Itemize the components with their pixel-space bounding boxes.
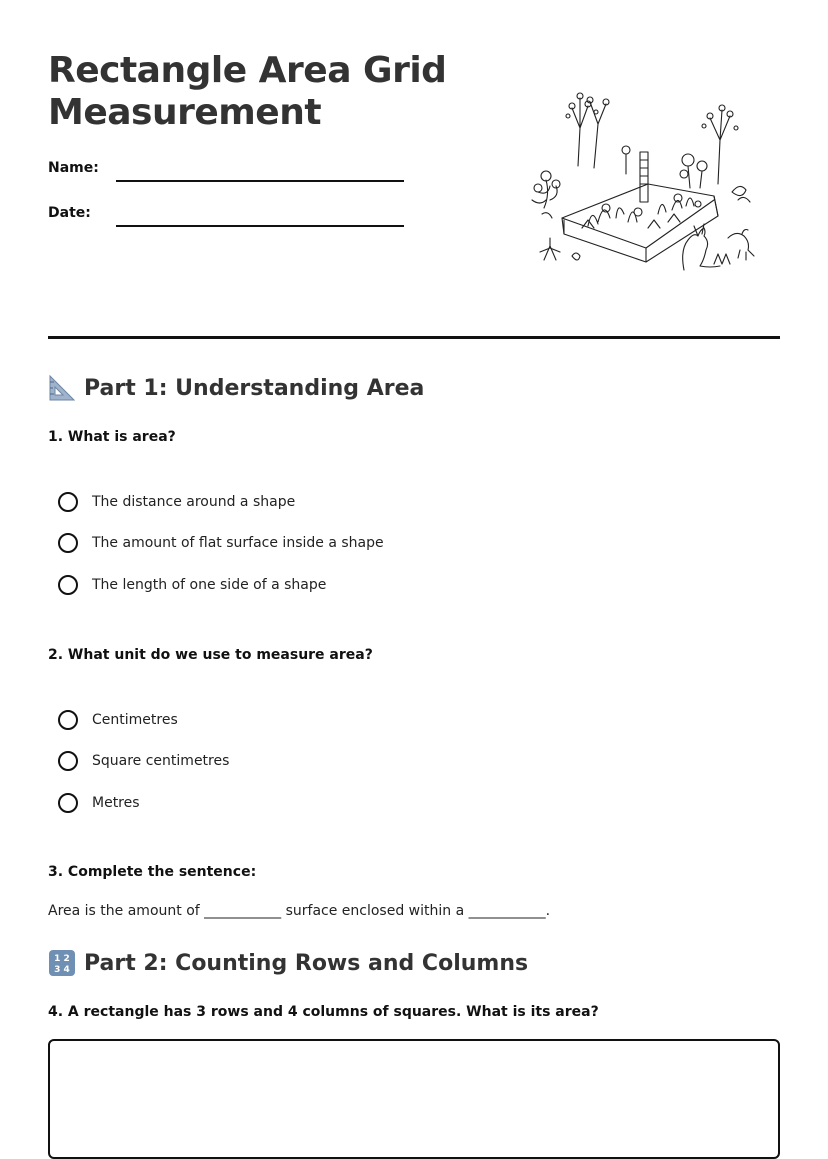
option-label: The length of one side of a shape <box>92 577 327 593</box>
garden-bed-sketch-icon <box>528 88 756 278</box>
date-label: Date: <box>48 205 91 221</box>
option-label: Square centimetres <box>92 753 230 769</box>
q2-option-3[interactable] <box>58 793 140 813</box>
part1-heading <box>48 374 424 402</box>
question-2: 2. What unit do we use to measure area? <box>48 647 373 663</box>
q1-option-2[interactable] <box>58 533 384 553</box>
q2-option-2[interactable] <box>58 751 229 771</box>
section-divider <box>48 336 780 339</box>
q2-option-1[interactable] <box>58 710 178 730</box>
svg-text:3 4: 3 4 <box>54 965 70 975</box>
fill-in-sentence[interactable]: Area is the amount of ___________ surface enclosed within a ___________. <box>48 903 551 919</box>
option-label: Centimetres <box>92 712 178 728</box>
name-field[interactable] <box>116 180 404 182</box>
radio-button[interactable] <box>58 533 78 553</box>
option-label: The amount of flat surface inside a shape <box>92 535 384 551</box>
radio-button[interactable] <box>58 751 78 771</box>
svg-text:1 2: 1 2 <box>54 954 70 964</box>
q1-option-1[interactable] <box>58 492 295 512</box>
part1-title: Part 1: Understanding Area <box>84 375 425 401</box>
page-title: Rectangle Area Grid Measurement <box>48 50 447 133</box>
question-1: 1. What is area? <box>48 429 176 445</box>
numbers-keycap-icon <box>48 949 76 977</box>
question-3: 3. Complete the sentence: <box>48 864 257 880</box>
radio-button[interactable] <box>58 710 78 730</box>
answer-box[interactable] <box>48 1039 780 1159</box>
name-label: Name: <box>48 160 99 176</box>
option-label: The distance around a shape <box>92 494 296 510</box>
option-label: Metres <box>92 795 140 811</box>
radio-button[interactable] <box>58 492 78 512</box>
triangular-ruler-icon <box>48 374 76 402</box>
radio-button[interactable] <box>58 793 78 813</box>
q1-option-3[interactable] <box>58 575 326 595</box>
radio-button[interactable] <box>58 575 78 595</box>
date-field[interactable] <box>116 225 404 227</box>
part2-title: Part 2: Counting Rows and Columns <box>84 950 529 976</box>
question-4: 4. A rectangle has 3 rows and 4 columns of squares. What is its area? <box>48 1004 599 1020</box>
part2-heading <box>48 949 528 977</box>
